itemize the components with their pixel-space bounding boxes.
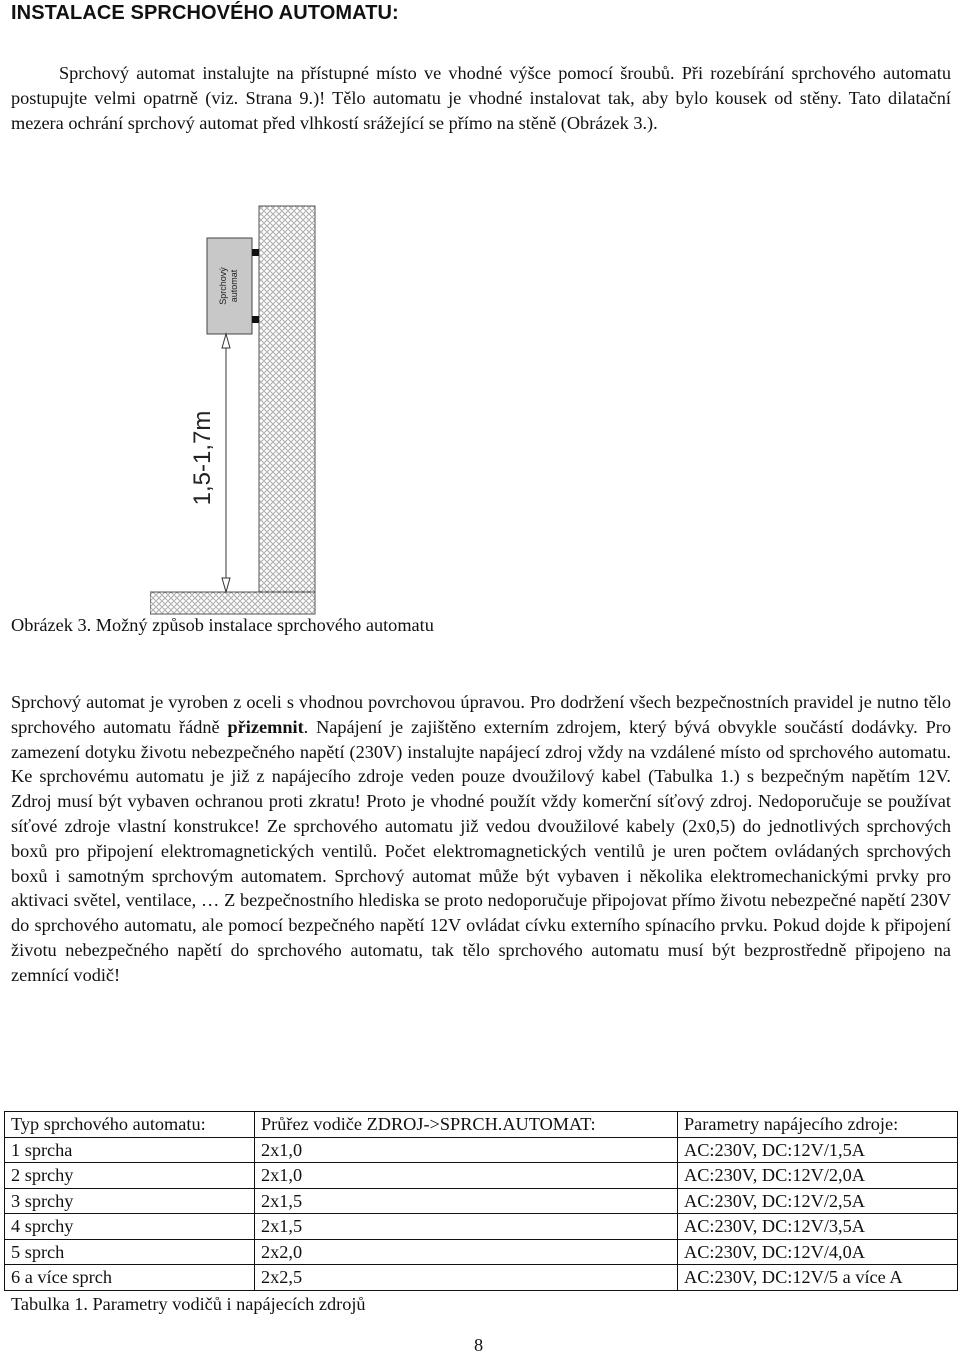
table-cell: 2x1,5 (255, 1214, 678, 1240)
body-paragraph (11, 690, 951, 988)
table-row (5, 1239, 958, 1265)
table-caption: Tabulka 1. Parametry vodičů i napájecích zdrojů (11, 1294, 366, 1314)
table-cell: AC:230V, DC:12V/5 a více A (678, 1265, 958, 1291)
table-row (5, 1265, 958, 1291)
height-label: 1,5-1,7m (189, 410, 216, 506)
figure-caption: Obrázek 3. Možný způsob instalace sprchového automatu (11, 615, 434, 635)
table-row (5, 1188, 958, 1214)
power-table (4, 1111, 958, 1291)
table-cell: AC:230V, DC:12V/2,5A (678, 1188, 958, 1214)
table-cell: 2x2,0 (255, 1239, 678, 1265)
mount-bracket-top (252, 249, 259, 256)
table-cell: 1 sprcha (5, 1137, 255, 1163)
intro-paragraph: Sprchový automat instalujte na přístupné místo ve vhodné výšce pomocí šroubů. Při rozebírání sprchového automatu postupujte velmi opatrně (viz. Strana 9.)! Tělo automatu je vhodné instalovat tak, aby bylo kousek od stěny. Tato dilatační mezera ochrání sprchový automat před vlhkostí srážející se přímo na stěně (Obrázek 3.). (11, 63, 951, 133)
table-cell: 2 sprchy (5, 1163, 255, 1189)
table-cell: AC:230V, DC:12V/1,5A (678, 1137, 958, 1163)
body-text-part2: . Napájení je zajištěno externím zdrojem, který bývá obvykle součástí dodávky. Pro zamezení dotyku životu nebezpečného napětí (230V) instalujte napájecí zdroj vždy na vzdálené místo od sprchového automatu. Ke sprchovému automatu je již z napájecího zdroje veden pouze dvoužilový kabel (Tabulka 1.) s bezpečným napětím 12V. Zdroj musí být vybaven ochranou proti zkratu! Proto je vhodné použít vždy komerční síťový zdroj. Nedoporučuje se používat síťové zdroje vlastní konstrukce! Ze sprchového automatu již vedou dvoužilové kabely (2x0,5) do jednotlivých sprchových boxů pro připojení elektromagnetických ventilů. Počet elektromagnetických ventilů je uren počtem ovládaných sprchových boxů i samotným sprchovým automatem. Sprchový automat může být vybaven i několika elektromechanickými prvky pro aktivaci světel, ventilace, … Z bezpečnostního hlediska se proto nedoporučuje připojovat přímo životu nebezpečné napětí 230V do sprchového automatu, ale pomocí bezpečného napětí 12V ovládat cívku externího spínacího prvku. Pokud dojde k připojení životu nebezpečného napětí do sprchového automatu, tak tělo sprchového automatu musí být bezprostředně připojeno na zemnící vodič! (11, 716, 951, 985)
table-cell: 2x1,0 (255, 1137, 678, 1163)
table-header-row (5, 1112, 958, 1138)
table-cell: AC:230V, DC:12V/4,0A (678, 1239, 958, 1265)
table-row (5, 1214, 958, 1240)
table-cell: AC:230V, DC:12V/2,0A (678, 1163, 958, 1189)
table-cell: 2x1,0 (255, 1163, 678, 1189)
table-cell: 2x1,5 (255, 1188, 678, 1214)
table-cell: 5 sprch (5, 1239, 255, 1265)
body-text-part1: Sprchový automat je vyroben z oceli s vhodnou povrchovou úpravou. Pro dodržení všech bezpečnostních pravidel je nutno tělo sprchového automatu řádně (11, 692, 951, 737)
device-label-line1: Sprchový (218, 267, 228, 305)
installation-figure (150, 202, 330, 616)
table-header-cell: Typ sprchového automatu: (5, 1112, 255, 1138)
page-number: 8 (474, 1335, 484, 1355)
page-title: INSTALACE SPRCHOVÉHO AUTOMATU: (11, 2, 399, 24)
mount-bracket-bottom (252, 316, 259, 323)
wall-hatch (259, 206, 315, 614)
table-cell: 4 sprchy (5, 1214, 255, 1240)
table-cell: 3 sprchy (5, 1188, 255, 1214)
table-header-cell: Průřez vodiče ZDROJ->SPRCH.AUTOMAT: (255, 1112, 678, 1138)
height-arrow (222, 334, 230, 592)
device-label-line2: automat (229, 269, 239, 303)
body-text-bold: přizemnit (227, 716, 304, 737)
table-row (5, 1163, 958, 1189)
table-cell: 6 a více sprch (5, 1265, 255, 1291)
table-row (5, 1137, 958, 1163)
table-header-cell: Parametry napájecího zdroje: (678, 1112, 958, 1138)
table-cell: 2x2,5 (255, 1265, 678, 1291)
table-cell: AC:230V, DC:12V/3,5A (678, 1214, 958, 1240)
floor-hatch (150, 592, 315, 614)
